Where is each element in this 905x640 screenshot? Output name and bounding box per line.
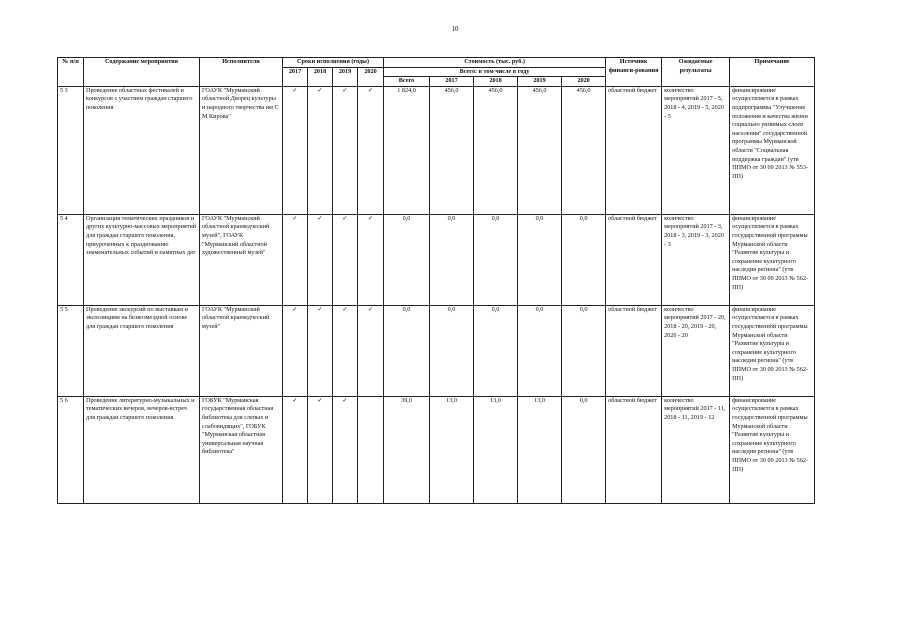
header-executors: Исполнители — [200, 58, 283, 87]
header-cost-col: 2017 — [430, 77, 474, 87]
header-content: Содержание мероприятия — [84, 58, 200, 87]
row-content: Проведение литературно-музыкальных и тематических вечеров, вечеров-встреч для граждан старшего поколения — [84, 396, 200, 503]
check-icon: ✓ — [308, 86, 333, 214]
table-row — [58, 86, 815, 214]
check-icon: ✓ — [283, 86, 308, 214]
cost-year: 0,0 — [474, 214, 518, 305]
row-note: финансирование осуществляется в рамках государственной программы Мурманской области "Развитие культуры и сохранение культурного наследия региона" (утв ППМО от 30 09 2013 № 562-ПП) — [730, 396, 815, 503]
check-icon: ✓ — [333, 305, 358, 396]
events-table — [57, 57, 815, 504]
cost-year: 13,0 — [430, 396, 474, 503]
cost-year: 0,0 — [430, 305, 474, 396]
row-executors: ГОАУК "Мурманский областной краеведческий музей", ГОАУК "Мурманский областной художественный музей" — [200, 214, 283, 305]
check-icon: ✓ — [308, 396, 333, 503]
row-results: количество мероприятий 2017 - 11, 2018 - 11, 2019 - 12 — [662, 396, 730, 503]
header-num: № п/п — [58, 58, 84, 87]
check-icon: ✓ — [283, 305, 308, 396]
header-cost-col: 2018 — [474, 77, 518, 87]
cost-year: 0,0 — [518, 305, 562, 396]
header-term-year: 2019 — [333, 67, 358, 86]
cost-year: 456,0 — [518, 86, 562, 214]
row-source: областной бюджет — [606, 86, 662, 214]
check-icon: ✓ — [333, 86, 358, 214]
cost-total: 1 824,0 — [384, 86, 430, 214]
row-executors: ГОАУК "Мурманский областной краеведческий музей" — [200, 305, 283, 396]
cost-year: 456,0 — [430, 86, 474, 214]
cost-year: 0,0 — [562, 214, 606, 305]
header-cost-sub: Всего: в том числе в году — [384, 67, 606, 77]
header-results: Ожидаемые результаты — [662, 58, 730, 87]
check-icon: ✓ — [358, 305, 384, 396]
cost-year: 13,0 — [518, 396, 562, 503]
row-executors: ГОБУК "Мурманская государственная областная библиотека для слепых и слабовидящих", ГОБУК "Мурманская областная универсальная научная библиотека" — [200, 396, 283, 503]
row-content: Проведение экскурсий по выставкам и экспозициям на безвозмездной основе для граждан старшего поколения — [84, 305, 200, 396]
row-source: областной бюджет — [606, 305, 662, 396]
table-row — [58, 396, 815, 503]
row-num: 5 4 — [58, 214, 84, 305]
header-term-year: 2018 — [308, 67, 333, 86]
row-note: финансирование осуществляется в рамках подпрограммы "Улучшение положения и качества жизни социально уязвимых слоев населения" государственной программы Мурманской области "Социальная поддержка граждан" (утв ППМО от 30 09 2013 № 553-ПП) — [730, 86, 815, 214]
header-cost-col: 2020 — [562, 77, 606, 87]
row-results: количество мероприятий 2017 - 5, 2018 - 4, 2019 - 5, 2020 - 5 — [662, 86, 730, 214]
cost-total: 0,0 — [384, 214, 430, 305]
check-icon: ✓ — [333, 396, 358, 503]
row-content: Организация тематических праздников и других культурно-массовых мероприятий для граждан старшего поколения, приуроченных к празднованию знаменательных событий и памятных дат — [84, 214, 200, 305]
cost-year: 0,0 — [562, 396, 606, 503]
header-cost-col: Всего — [384, 77, 430, 87]
row-results: количество мероприятий 2017 - 3, 2018 - 3, 2019 - 3, 2020 - 3 — [662, 214, 730, 305]
cost-total: 39,0 — [384, 396, 430, 503]
row-num: 5 3 — [58, 86, 84, 214]
page-number: 10 — [451, 25, 459, 33]
check-icon: ✓ — [358, 214, 384, 305]
row-executors: ГОАУК "Мурманский областной Дворец культуры и народного творчества им С М Кирова" — [200, 86, 283, 214]
row-note: финансирование осуществляется в рамках государственной программы Мурманской области "Развитие культуры и сохранение культурного наследия региона" (утв ППМО от 30 09 2013 № 562-ПП) — [730, 305, 815, 396]
cost-year: 13,0 — [474, 396, 518, 503]
header-note: Примечание — [730, 58, 815, 87]
header-term-year: 2020 — [358, 67, 384, 86]
cost-year: 456,0 — [474, 86, 518, 214]
row-num: 5 5 — [58, 305, 84, 396]
header-source: Источник финанси-рования — [606, 58, 662, 87]
row-num: 5 6 — [58, 396, 84, 503]
cost-year: 0,0 — [474, 305, 518, 396]
check-icon: ✓ — [283, 396, 308, 503]
check-icon — [358, 396, 384, 503]
row-source: областной бюджет — [606, 214, 662, 305]
check-icon: ✓ — [283, 214, 308, 305]
header-cost: Стоимость (тыс. руб.) — [384, 58, 606, 68]
table-row — [58, 214, 815, 305]
cost-year: 456,0 — [562, 86, 606, 214]
cost-total: 0,0 — [384, 305, 430, 396]
table-row — [58, 305, 815, 396]
header-terms: Сроки исполнения (годы) — [283, 58, 384, 68]
cost-year: 0,0 — [562, 305, 606, 396]
row-source: областной бюджет — [606, 396, 662, 503]
row-content: Проведение областных фестивалей и конкурсов с участием граждан старшего поколения — [84, 86, 200, 214]
cost-year: 0,0 — [518, 214, 562, 305]
row-note: финансирование осуществляется в рамках государственной программы Мурманской области "Развитие культуры и сохранение культурного наследия региона" (утв ППМО от 30 09 2013 № 562-ПП) — [730, 214, 815, 305]
header-cost-col: 2019 — [518, 77, 562, 87]
header-term-year: 2017 — [283, 67, 308, 86]
row-results: количество мероприятий 2017 - 20, 2018 - 20, 2019 - 20, 2020 - 20 — [662, 305, 730, 396]
check-icon: ✓ — [333, 214, 358, 305]
check-icon: ✓ — [308, 214, 333, 305]
cost-year: 0,0 — [430, 214, 474, 305]
check-icon: ✓ — [308, 305, 333, 396]
check-icon: ✓ — [358, 86, 384, 214]
